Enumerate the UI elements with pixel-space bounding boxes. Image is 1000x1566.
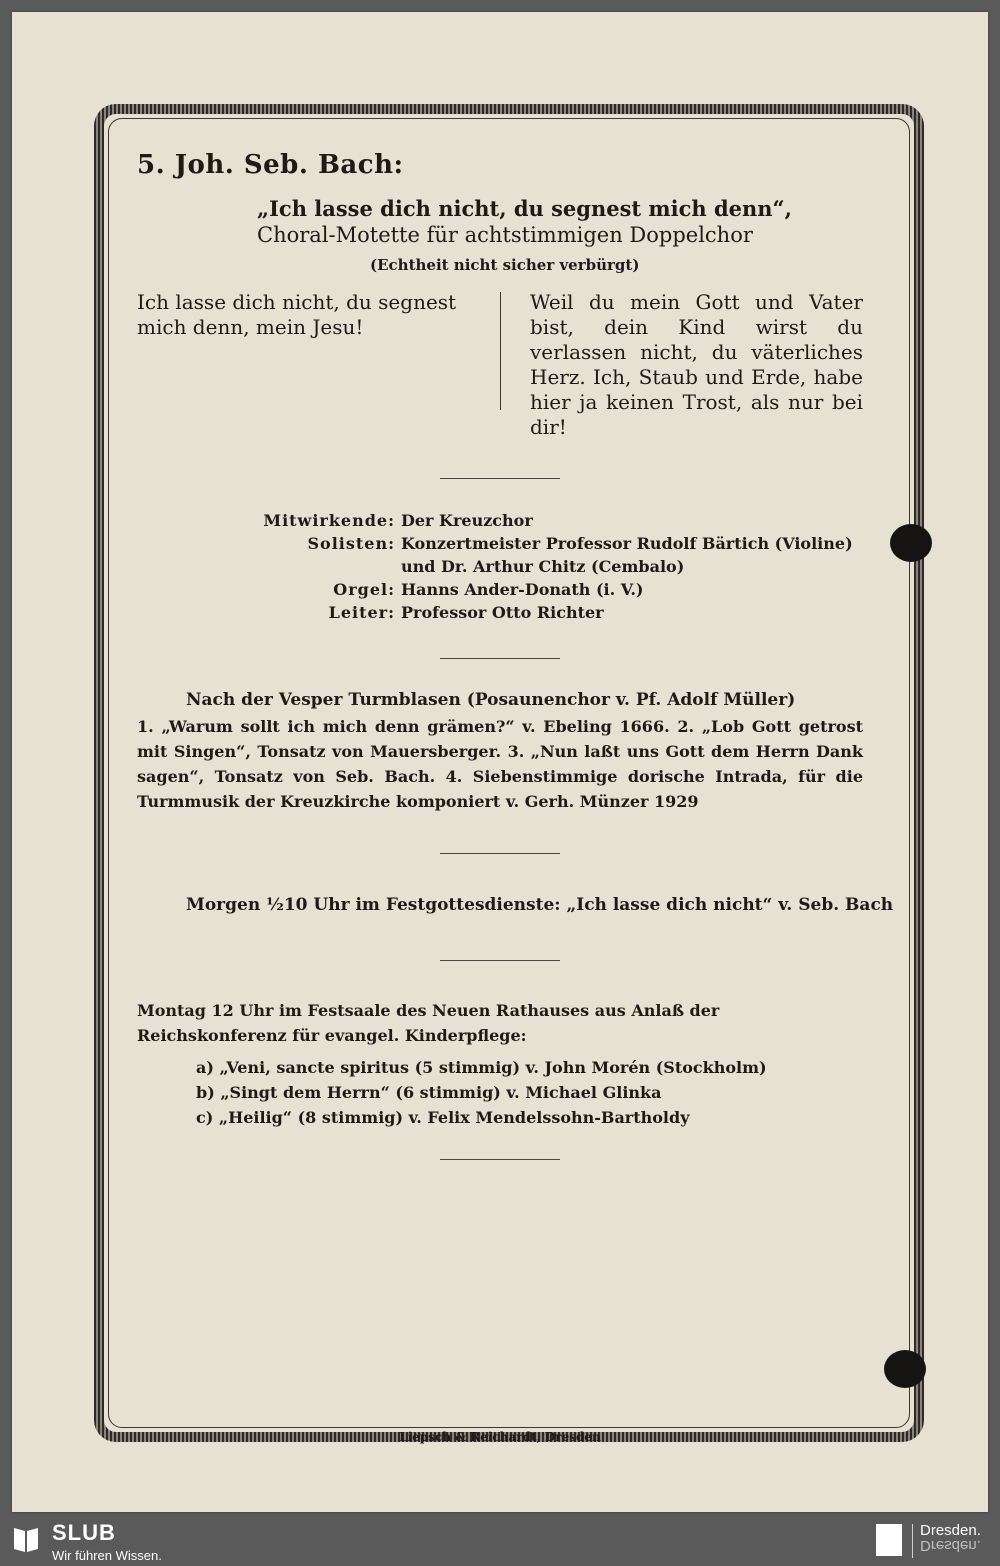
credits-list xyxy=(150,509,870,624)
credit-value-extra: und Dr. Arthur Chitz (Cembalo) xyxy=(401,557,685,576)
punch-hole xyxy=(890,524,932,562)
credit-role: Mitwirkende: xyxy=(263,511,395,530)
morning-service: Morgen ½10 Uhr im Festgottesdienste: „Ich lasse dich nicht“ v. Seb. Bach xyxy=(186,895,894,915)
book-icon xyxy=(12,1524,40,1554)
tower-program: 1. „Warum sollt ich mich denn grämen?“ v. Ebeling 1666. 2. „Lob Gott getrost mit Singen“, Tonsatz von Mauersberger. 3. „Nun laßt uns Gott dem Herrn Dank sagen“, Tonsatz von Seb. Bach. 4. Siebenstimmige dorische Intrada, für die Turmmusik der Kreuzkirche komponiert v. Gerh. Münzer 1929 xyxy=(137,717,863,811)
credit-row xyxy=(150,601,870,624)
city-crest-icon xyxy=(876,1524,902,1556)
credit-value: Hanns Ander-Donath (i. V.) xyxy=(401,580,644,599)
authenticity-note: (Echtheit nicht sicher verbürgt) xyxy=(370,256,640,274)
city-logo-text: Dresden. xyxy=(920,1522,981,1539)
lyrics-right: Weil du mein Gott und Vater bist, dein Kind wirst du verlassen nicht, du väterliches Herz. Ich, Staub und Erde, habe hier ja keinen Trost, als nur bei dir! xyxy=(530,290,863,439)
slub-logo-text[interactable]: SLUB xyxy=(52,1520,116,1545)
credit-value xyxy=(401,532,870,578)
section-divider xyxy=(440,658,560,659)
printer-imprint: Liepsch & Reichardt, Dresden xyxy=(399,1430,601,1444)
work-title-main: „Ich lasse dich nicht, du segnest mich denn“, xyxy=(257,196,792,221)
credit-row xyxy=(150,578,870,601)
city-logo[interactable] xyxy=(920,1523,981,1553)
section-divider xyxy=(440,853,560,854)
list-item: c) „Heilig“ (8 stimmig) v. Felix Mendelssohn-Bartholdy xyxy=(196,1108,690,1127)
list-item: a) „Veni, sancte spiritus (5 stimmig) v. John Morén (Stockholm) xyxy=(196,1058,767,1077)
credit-row xyxy=(150,532,870,578)
work-subtitle: Choral-Motette für achtstimmigen Doppelchor xyxy=(257,223,753,247)
punch-hole xyxy=(884,1350,926,1388)
slub-tagline: Wir führen Wissen. xyxy=(52,1548,162,1563)
credit-role: Leiter: xyxy=(328,603,395,622)
credit-value-line: Konzertmeister Professor Rudolf Bärtich (Violine) xyxy=(401,534,853,553)
column-divider xyxy=(500,292,501,410)
city-logo-reflection: Dresden. xyxy=(920,1537,981,1554)
credit-value: Professor Otto Richter xyxy=(401,603,604,622)
credit-role: Orgel: xyxy=(333,580,395,599)
section-divider xyxy=(440,478,560,479)
credit-row xyxy=(150,509,870,532)
lyrics-left: Ich lasse dich nicht, du segnest mich denn, mein Jesu! xyxy=(137,290,457,339)
footer-bar xyxy=(0,1516,1000,1566)
monday-intro: Montag 12 Uhr im Festsaale des Neuen Rathauses aus Anlaß der Reichskonferenz für evangel. Kinderpflege: xyxy=(137,1001,720,1045)
monday-list xyxy=(196,1055,767,1130)
footer-divider xyxy=(912,1524,913,1558)
section-divider xyxy=(440,960,560,961)
credit-role: Solisten: xyxy=(307,534,395,553)
composer-heading: 5. Joh. Seb. Bach: xyxy=(137,150,404,180)
section-divider xyxy=(440,1159,560,1160)
work-title xyxy=(257,196,867,248)
credit-value: Der Kreuzchor xyxy=(401,511,533,530)
list-item: b) „Singt dem Herrn“ (6 stimmig) v. Michael Glinka xyxy=(196,1083,662,1102)
tower-heading: Nach der Vesper Turmblasen (Posaunenchor v. Pf. Adolf Müller) xyxy=(186,690,796,710)
